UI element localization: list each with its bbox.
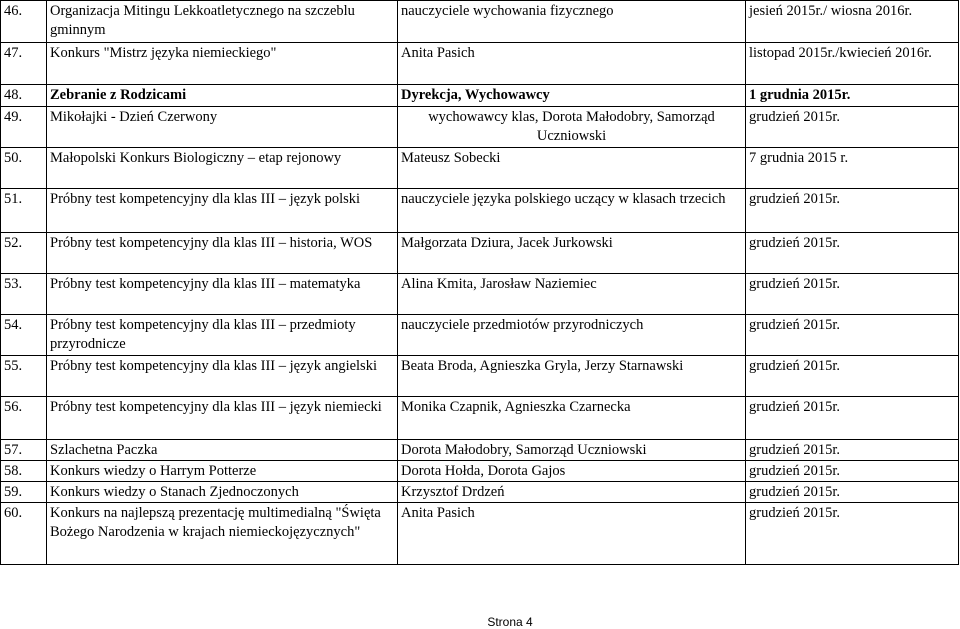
row-number: 48.: [1, 85, 47, 107]
person-cell: wychowawcy klas, Dorota Małodobry, Samorząd Uczniowski: [398, 107, 746, 148]
date-cell: grudzień 2015r.: [746, 107, 959, 148]
event-cell: Szlachetna Paczka: [47, 440, 398, 461]
row-number: 55.: [1, 356, 47, 397]
person-cell: Dyrekcja, Wychowawcy: [398, 85, 746, 107]
event-cell: Organizacja Mitingu Lekkoatletycznego na szczeblu gminnym: [47, 1, 398, 43]
date-cell: grudzień 2015r.: [746, 482, 959, 503]
event-cell: Mikołajki - Dzień Czerwony: [47, 107, 398, 148]
event-cell: Konkurs wiedzy o Stanach Zjednoczonych: [47, 482, 398, 503]
event-cell: Konkurs na najlepszą prezentację multimedialną "Święta Bożego Narodzenia w krajach niemieckojęzycznych": [47, 503, 398, 565]
table-row: [1, 397, 959, 440]
row-number: 57.: [1, 440, 47, 461]
row-number: 59.: [1, 482, 47, 503]
event-cell: Próbny test kompetencyjny dla klas III – język angielski: [47, 356, 398, 397]
date-cell: 1 grudnia 2015r.: [746, 85, 959, 107]
event-cell: Próbny test kompetencyjny dla klas III – język polski: [47, 189, 398, 233]
date-cell: grudzień 2015r.: [746, 315, 959, 356]
row-number: 49.: [1, 107, 47, 148]
table-row: [1, 274, 959, 315]
row-number: 47.: [1, 43, 47, 85]
date-cell: grudzień 2015r.: [746, 461, 959, 482]
row-number: 50.: [1, 148, 47, 189]
table-row: [1, 440, 959, 461]
page-number: Strona 4: [487, 615, 533, 629]
table-row: [1, 233, 959, 274]
row-number: 52.: [1, 233, 47, 274]
date-cell: jesień 2015r./ wiosna 2016r.: [746, 1, 959, 43]
row-number: 53.: [1, 274, 47, 315]
row-number: 60.: [1, 503, 47, 565]
row-number: 58.: [1, 461, 47, 482]
event-cell: Konkurs wiedzy o Harrym Potterze: [47, 461, 398, 482]
event-cell: Próbny test kompetencyjny dla klas III – przedmioty przyrodnicze: [47, 315, 398, 356]
person-cell: nauczyciele języka polskiego uczący w klasach trzecich: [398, 189, 746, 233]
table-row: [1, 189, 959, 233]
table-row: [1, 148, 959, 189]
person-cell: Monika Czapnik, Agnieszka Czarnecka: [398, 397, 746, 440]
event-cell: Próbny test kompetencyjny dla klas III – język niemiecki: [47, 397, 398, 440]
date-cell: grudzień 2015r.: [746, 356, 959, 397]
table-row: [1, 1, 959, 43]
person-cell: Beata Broda, Agnieszka Gryla, Jerzy Starnawski: [398, 356, 746, 397]
person-cell: Alina Kmita, Jarosław Naziemiec: [398, 274, 746, 315]
table-row: [1, 356, 959, 397]
table-row: [1, 85, 959, 107]
table-row: [1, 107, 959, 148]
date-cell: grudzień 2015r.: [746, 189, 959, 233]
table-row: [1, 482, 959, 503]
person-cell: Mateusz Sobecki: [398, 148, 746, 189]
date-cell: grudzień 2015r.: [746, 274, 959, 315]
person-cell: Dorota Hołda, Dorota Gajos: [398, 461, 746, 482]
date-cell: listopad 2015r./kwiecień 2016r.: [746, 43, 959, 85]
date-cell: grudzień 2015r.: [746, 440, 959, 461]
person-cell: nauczyciele wychowania fizycznego: [398, 1, 746, 43]
date-cell: grudzień 2015r.: [746, 233, 959, 274]
table-row: [1, 315, 959, 356]
event-cell: Próbny test kompetencyjny dla klas III – matematyka: [47, 274, 398, 315]
row-number: 54.: [1, 315, 47, 356]
event-cell: Małopolski Konkurs Biologiczny – etap rejonowy: [47, 148, 398, 189]
table-row: [1, 461, 959, 482]
person-cell: Anita Pasich: [398, 503, 746, 565]
date-cell: grudzień 2015r.: [746, 503, 959, 565]
person-cell: Krzysztof Drdzeń: [398, 482, 746, 503]
row-number: 51.: [1, 189, 47, 233]
date-cell: 7 grudnia 2015 r.: [746, 148, 959, 189]
person-cell: nauczyciele przedmiotów przyrodniczych: [398, 315, 746, 356]
person-cell: Małgorzata Dziura, Jacek Jurkowski: [398, 233, 746, 274]
date-cell: grudzień 2015r.: [746, 397, 959, 440]
table-row: [1, 503, 959, 565]
person-cell: Anita Pasich: [398, 43, 746, 85]
event-cell: Konkurs "Mistrz języka niemieckiego": [47, 43, 398, 85]
table-row: [1, 43, 959, 85]
person-cell: Dorota Małodobry, Samorząd Uczniowski: [398, 440, 746, 461]
event-cell: Próbny test kompetencyjny dla klas III – historia, WOS: [47, 233, 398, 274]
row-number: 56.: [1, 397, 47, 440]
event-cell: Zebranie z Rodzicami: [47, 85, 398, 107]
row-number: 46.: [1, 1, 47, 43]
